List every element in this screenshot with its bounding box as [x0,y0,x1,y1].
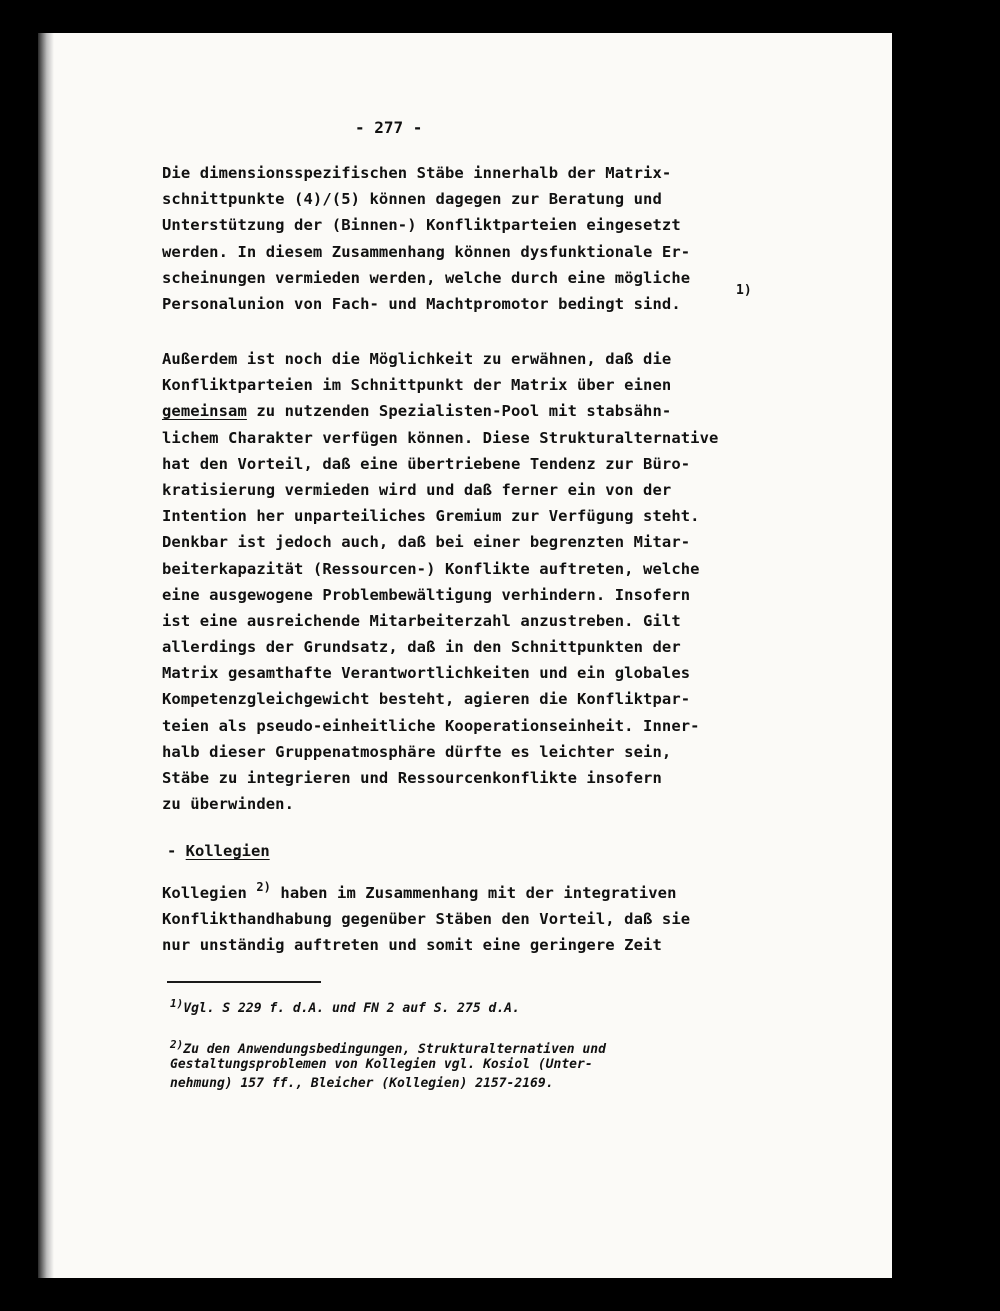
paragraph-line: Unterstützung der (Binnen-) Konfliktparteien eingesetzt [162,216,681,235]
footnote-reference-1: 1) [736,283,752,298]
paragraph-line: beiterkapazität (Ressourcen-) Konflikte auftreten, welche [162,559,700,578]
footnote-line: Gestaltungsproblemen von Kollegien vgl. Kosiol (Unter- [170,1056,593,1072]
paragraph-1 [162,160,690,317]
paragraph-3 [162,880,690,959]
paragraph-line: hat den Vorteil, daß eine übertriebene Tendenz zur Büro- [162,454,691,473]
paragraph-line [162,880,690,906]
footnote-1 [170,994,520,1014]
paragraph-line: Kompetenzgleichgewicht besteht, agieren die Konfliktpar- [162,690,691,709]
paragraph-line: allerdings der Grundsatz, daß in den Schnittpunkten der [162,638,681,657]
line-rest: zu nutzenden Spezialisten-Pool mit stabsähn- [246,402,672,421]
paragraph-line: ist eine ausreichende Mitarbeiterzahl anzustreben. Gilt [162,611,681,630]
paragraph-line: Intention her unparteiliches Gremium zur Verfügung steht. [162,507,700,526]
footnote-line: nehmung) 157 ff., Bleicher (Kollegien) 2157-2169. [170,1076,554,1091]
paragraph-line [162,398,718,424]
footnote-marker: 1) [170,997,184,1010]
footnote-reference-2: 2) [256,880,271,894]
footnote-line [170,1035,606,1055]
page-number: - 277 - [355,118,423,137]
paragraph-line: Personalunion von Fach- und Machtpromotor bedingt sind. [162,294,681,313]
paragraph-line: scheinungen vermieden werden, welche durch eine mögliche [162,268,691,287]
line-start: Kollegien [162,884,257,902]
footnote-text: Zu den Anwendungsbedingungen, Strukturalternativen und [183,1042,606,1057]
paragraph-line: kratisierung vermieden wird und daß ferner ein von der [162,480,672,499]
page-binding-shadow [38,33,54,1278]
paragraph-line: Matrix gesamthafte Verantwortlichkeiten und ein globales [162,664,691,683]
paragraph-line: halb dieser Gruppenatmosphäre dürfte es leichter sein, [162,742,672,761]
footnote-line [170,994,520,1014]
paragraph-line: Die dimensionsspezifischen Stäbe innerhalb der Matrix- [162,164,672,182]
paragraph-line: lichem Charakter verfügen können. Diese Strukturalternative [162,428,719,447]
footnote-text: Vgl. S 229 f. d.A. und FN 2 auf S. 275 d.A. [183,1001,520,1016]
paragraph-line: Konflikthandhabung gegenüber Stäben den Vorteil, daß sie [162,910,691,929]
paragraph-line: eine ausgewogene Problembewältigung verhindern. Insofern [162,585,691,604]
paragraph-line: nur unständig auftreten und somit eine geringere Zeit [162,936,662,955]
paragraph-line: schnittpunkte (4)/(5) können dagegen zur Beratung und [162,190,662,209]
paragraph-line: werden. In diesem Zusammenhang können dysfunktionale Er- [162,242,691,261]
footnote-separator [167,981,321,983]
paragraph-line: Stäbe zu integrieren und Ressourcenkonflikte insofern [162,769,662,787]
paragraph-line: Außerdem ist noch die Möglichkeit zu erwähnen, daß die [162,350,672,368]
paragraph-line: teien als pseudo-einheitliche Kooperationseinheit. Inner- [162,716,700,735]
footnote-marker: 2) [170,1038,184,1051]
section-heading [167,842,270,860]
underlined-word: gemeinsam [162,402,247,421]
line-end: haben im Zusammenhang mit der integrativen [270,884,677,902]
paragraph-line: zu überwinden. [162,795,295,814]
paragraph-2 [162,346,718,817]
paragraph-line: Konfliktparteien im Schnittpunkt der Matrix über einen [162,376,672,395]
footnote-2 [170,1035,606,1094]
heading-dash: - [167,842,186,860]
heading-text: Kollegien [185,842,270,860]
paragraph-line: Denkbar ist jedoch auch, daß bei einer begrenzten Mitar- [162,533,691,552]
